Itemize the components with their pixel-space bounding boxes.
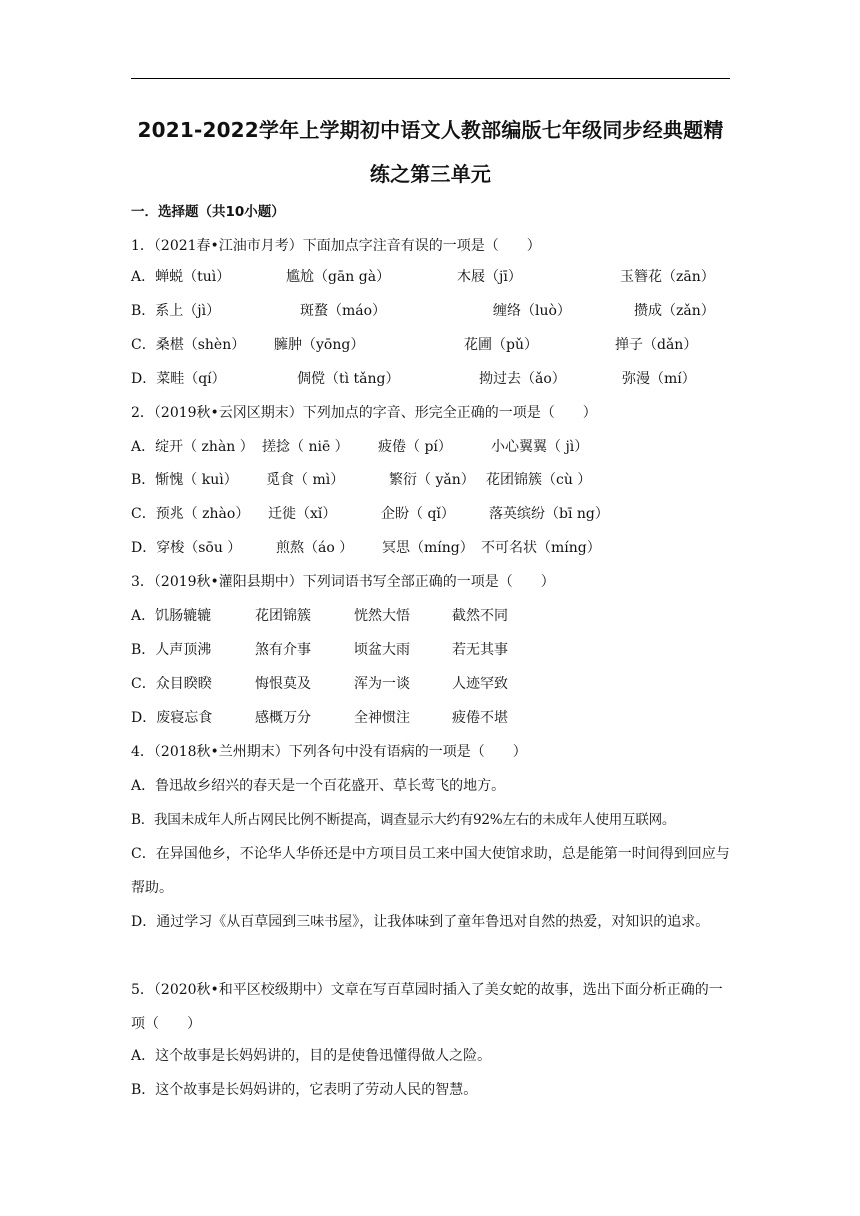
q3-option-a-3: 恍然大悟	[354, 608, 410, 624]
q1-option-d-2: 倜傥（tì tǎng）	[297, 371, 400, 387]
q3-option-b-1: B．人声顶沸	[131, 642, 212, 658]
q5-option-a: A．这个故事是长妈妈讲的，目的是使鲁迅懂得做人之险。	[131, 1048, 492, 1064]
q3-option-d-1: D．废寝忘食	[131, 710, 213, 726]
q3-option-b-2: 煞有介事	[255, 642, 311, 658]
document-title-line-2: 练之第三单元	[369, 162, 492, 186]
q3-option-a-1: A．饥肠辘辘	[131, 608, 212, 624]
q1-option-c-4: 掸子（dǎn）	[615, 337, 698, 353]
question-5-stem: 5．（2020秋•和平区校级期中）文章在写百草园时插入了美女蛇的故事，选出下面分析正确的一项（ ）	[131, 982, 723, 1032]
q4-option-d: D．通过学习《从百草园到三味书屋》，让我体味到了童年鲁迅对自然的热爱，对知识的追求。	[131, 914, 710, 930]
q1-option-c-1: C．桑椹（shèn）	[131, 337, 246, 353]
q1-option-d-1: D．菜畦（qí）	[131, 371, 226, 387]
q1-option-a-2: 尴尬（gān gà）	[286, 269, 391, 285]
q2-option-c-2: 迁徙（xǐ）	[268, 506, 337, 522]
question-3-stem: 3．（2019秋•灌阳县期中）下列词语书写全部正确的一项是（ ）	[131, 574, 555, 590]
question-2-stem: 2．（2019秋•云冈区期末）下列加点的字音、形完全正确的一项是（ ）	[131, 405, 597, 421]
q3-option-b-4: 若无其事	[452, 642, 508, 658]
q2-option-b-1: B．惭愧（ kuì）	[131, 472, 238, 488]
q1-option-a-3: 木屐（jī）	[457, 269, 522, 285]
q4-option-c: C．在异国他乡，不论华人华侨还是中方项目员工来中国大使馆求助，总是能第一时间得到回应与帮助。	[131, 846, 730, 896]
q2-option-b-3: 繁衍（ yǎn）	[389, 472, 475, 488]
q2-option-a-3: 疲倦（ pí）	[378, 439, 452, 455]
q2-option-d-2: 煎熬（áo ）	[276, 540, 354, 556]
q2-option-a-1: A．绽开（ zhàn ）	[131, 439, 254, 455]
q3-option-d-4: 疲倦不堪	[452, 710, 508, 726]
q3-option-c-3: 浑为一谈	[354, 676, 410, 692]
q1-option-b-4: 攒成（zǎn）	[634, 303, 715, 319]
q2-option-b-2: 觅食（ mì）	[266, 472, 345, 488]
q3-option-a-2: 花团锦簇	[255, 608, 311, 624]
q3-option-c-2: 悔恨莫及	[255, 676, 311, 692]
q2-option-c-4: 落英缤纷（bī ng）	[489, 506, 609, 522]
q1-option-c-3: 花圃（pǔ）	[464, 337, 538, 353]
q2-option-d-3: 冥思（míng）	[382, 540, 474, 556]
q4-option-b: B．我国未成年人所占网民比例不断提高，调查显示大约有92%左右的未成年人使用互联网。	[131, 812, 676, 828]
q5-option-b: B．这个故事是长妈妈讲的，它表明了劳动人民的智慧。	[131, 1082, 478, 1098]
q2-option-a-2: 搓捻（ niē ）	[262, 439, 349, 455]
q1-option-d-3: 拗过去（ǎo）	[479, 371, 566, 387]
q1-option-b-2: 斑蝥（máo）	[300, 303, 387, 319]
q3-option-d-3: 全神惯注	[354, 710, 410, 726]
q1-option-a-1: A．蝉蜕（tuì）	[131, 269, 231, 285]
document-title-line-1: 2021-2022学年上学期初中语文人教部编版七年级同步经典题精	[137, 118, 724, 142]
q2-option-b-4: 花团锦簇（cù ）	[486, 472, 592, 488]
q3-option-c-1: C．众目睽睽	[131, 676, 212, 692]
q3-option-d-2: 感概万分	[255, 710, 311, 726]
header-rule	[131, 78, 730, 79]
q2-option-c-3: 企盼（ qǐ）	[381, 506, 455, 522]
q2-option-d-1: D．穿梭（sōu ）	[131, 540, 242, 556]
q3-option-a-4: 截然不同	[452, 608, 508, 624]
q2-option-d-4: 不可名状（míng）	[481, 540, 601, 556]
q1-option-c-2: 臃肿（yōng）	[274, 337, 365, 353]
q1-option-d-4: 弥漫（mí）	[622, 371, 696, 387]
q4-option-a: A．鲁迅故乡绍兴的春天是一个百花盛开、草长莺飞的地方。	[131, 778, 506, 794]
q3-option-b-3: 顷盆大雨	[354, 642, 410, 658]
q2-option-a-4: 小心翼翼（ jì）	[491, 439, 589, 455]
q1-option-b-3: 缠络（luò）	[493, 303, 571, 319]
question-4-stem: 4．（2018秋•兰州期末）下列各句中没有语病的一项是（ ）	[131, 744, 527, 760]
q2-option-c-1: C．预兆（ zhào）	[131, 506, 250, 522]
q1-option-b-1: B．系上（jì）	[131, 303, 221, 319]
question-1-stem: 1．（2021春•江油市月考）下面加点字注音有误的一项是（ ）	[131, 238, 541, 254]
q1-option-a-4: 玉簪花（zān）	[620, 269, 715, 285]
q3-option-c-4: 人迹罕致	[452, 676, 508, 692]
section-heading: 一．选择题（共10小题）	[131, 204, 285, 220]
